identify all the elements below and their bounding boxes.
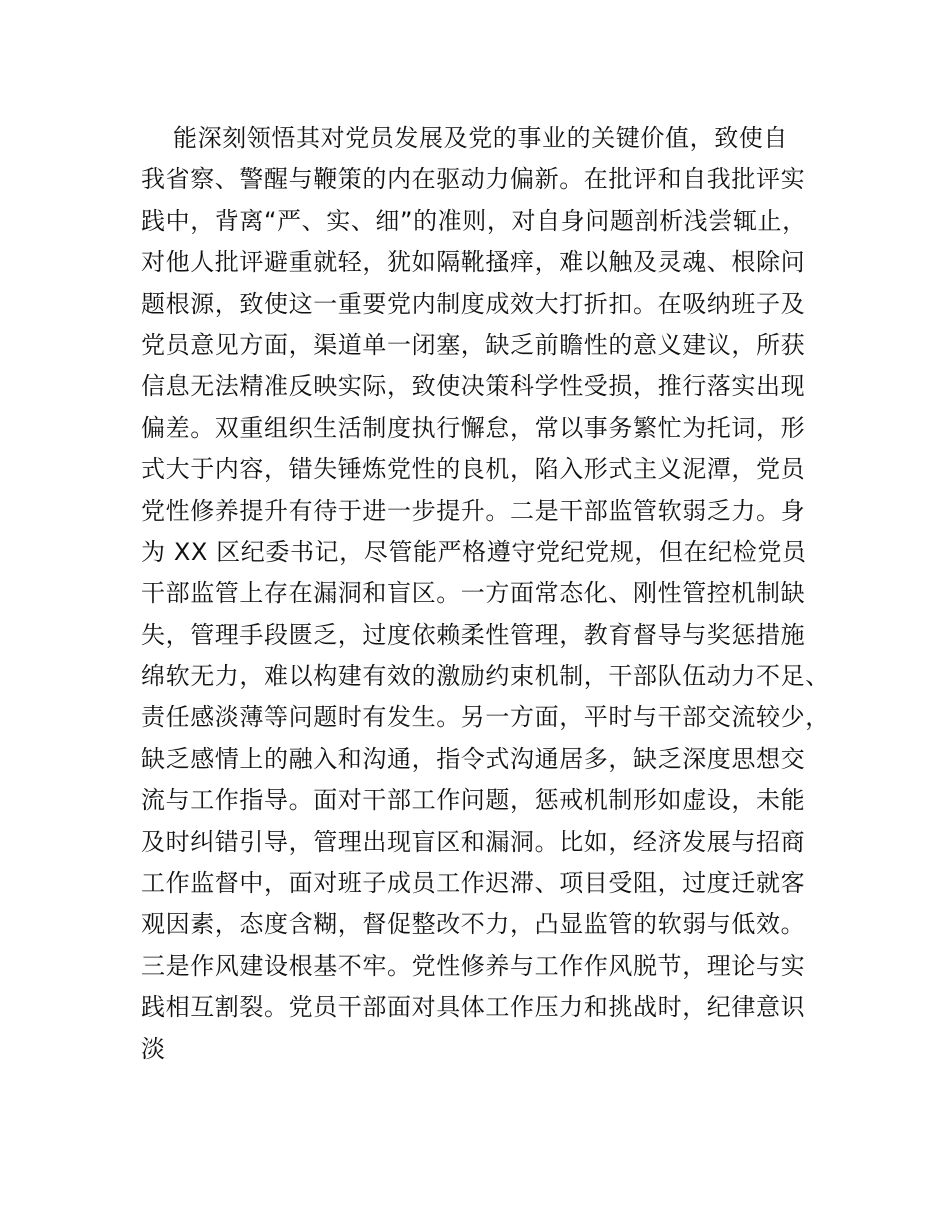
- text-line-14: 绵软无力，难以构建有效的激励约束机制，干部队伍动力不足、: [141, 662, 830, 691]
- text-line-21: 三是作风建设根基不牢。党性修养与工作作风脱节，理论与实: [141, 951, 806, 980]
- text-line-7: 信息无法精准反映实际，致使决策科学性受损，推行落实出现: [141, 372, 806, 401]
- text-line-23: 淡: [141, 1034, 166, 1063]
- text-line-17: 流与工作指导。面对干部工作问题，惩戒机制形如虚设，未能: [141, 786, 806, 815]
- text-line-12: 干部监管上存在漏洞和盲区。一方面常态化、刚性管控机制缺: [141, 579, 806, 608]
- text-line-16: 缺乏感情上的融入和沟通，指令式沟通居多，缺乏深度思想交: [141, 744, 806, 773]
- text-line-13: 失，管理手段匮乏，过度依赖柔性管理，教育督导与奖惩措施: [141, 620, 806, 649]
- text-line-2: 我省察、警醒与鞭策的内在驱动力偏新。在批评和自我批评实: [141, 165, 806, 194]
- text-line-6: 党员意见方面，渠道单一闭塞，缺乏前瞻性的意义建议，所获: [141, 330, 806, 359]
- text-line-5: 题根源，致使这一重要党内制度成效大打折扣。在吸纳班子及: [141, 289, 806, 318]
- text-line-18: 及时纠错引导，管理出现盲区和漏洞。比如，经济发展与招商: [141, 827, 806, 856]
- text-line-4: 对他人批评避重就轻，犹如隔靴搔痒，难以触及灵魂、根除问: [141, 248, 806, 277]
- text-line-15: 责任感淡薄等问题时有发生。另一方面，平时与干部交流较少，: [141, 703, 830, 732]
- text-line-22: 践相互割裂。党员干部面对具体工作压力和挑战时，纪律意识: [141, 993, 806, 1022]
- text-line-11: 为 XX 区纪委书记，尽管能严格遵守党纪党规，但在纪检党员: [141, 537, 807, 566]
- text-line-1: 能深刻领悟其对党员发展及党的事业的关键价值，致使自: [173, 124, 788, 152]
- text-line-8: 偏差。双重组织生活制度执行懈怠，常以事务繁忙为托词，形: [141, 413, 806, 442]
- text-line-20: 观因素，态度含糊，督促整改不力，凸显监管的软弱与低效。: [141, 910, 806, 939]
- text-line-9: 式大于内容，错失锤炼党性的良机，陷入形式主义泥潭，党员: [141, 455, 806, 484]
- text-line-3: 践中，背离“严、实、细”的准则，对自身问题剖析浅尝辄止，: [141, 206, 807, 235]
- body-text: [141, 118, 841, 1070]
- text-line-10: 党性修养提升有待于进一步提升。二是干部监管软弱乏力。身: [141, 496, 806, 525]
- text-line-19: 工作监督中，面对班子成员工作迟滞、项目受阻，过度迁就客: [141, 869, 806, 898]
